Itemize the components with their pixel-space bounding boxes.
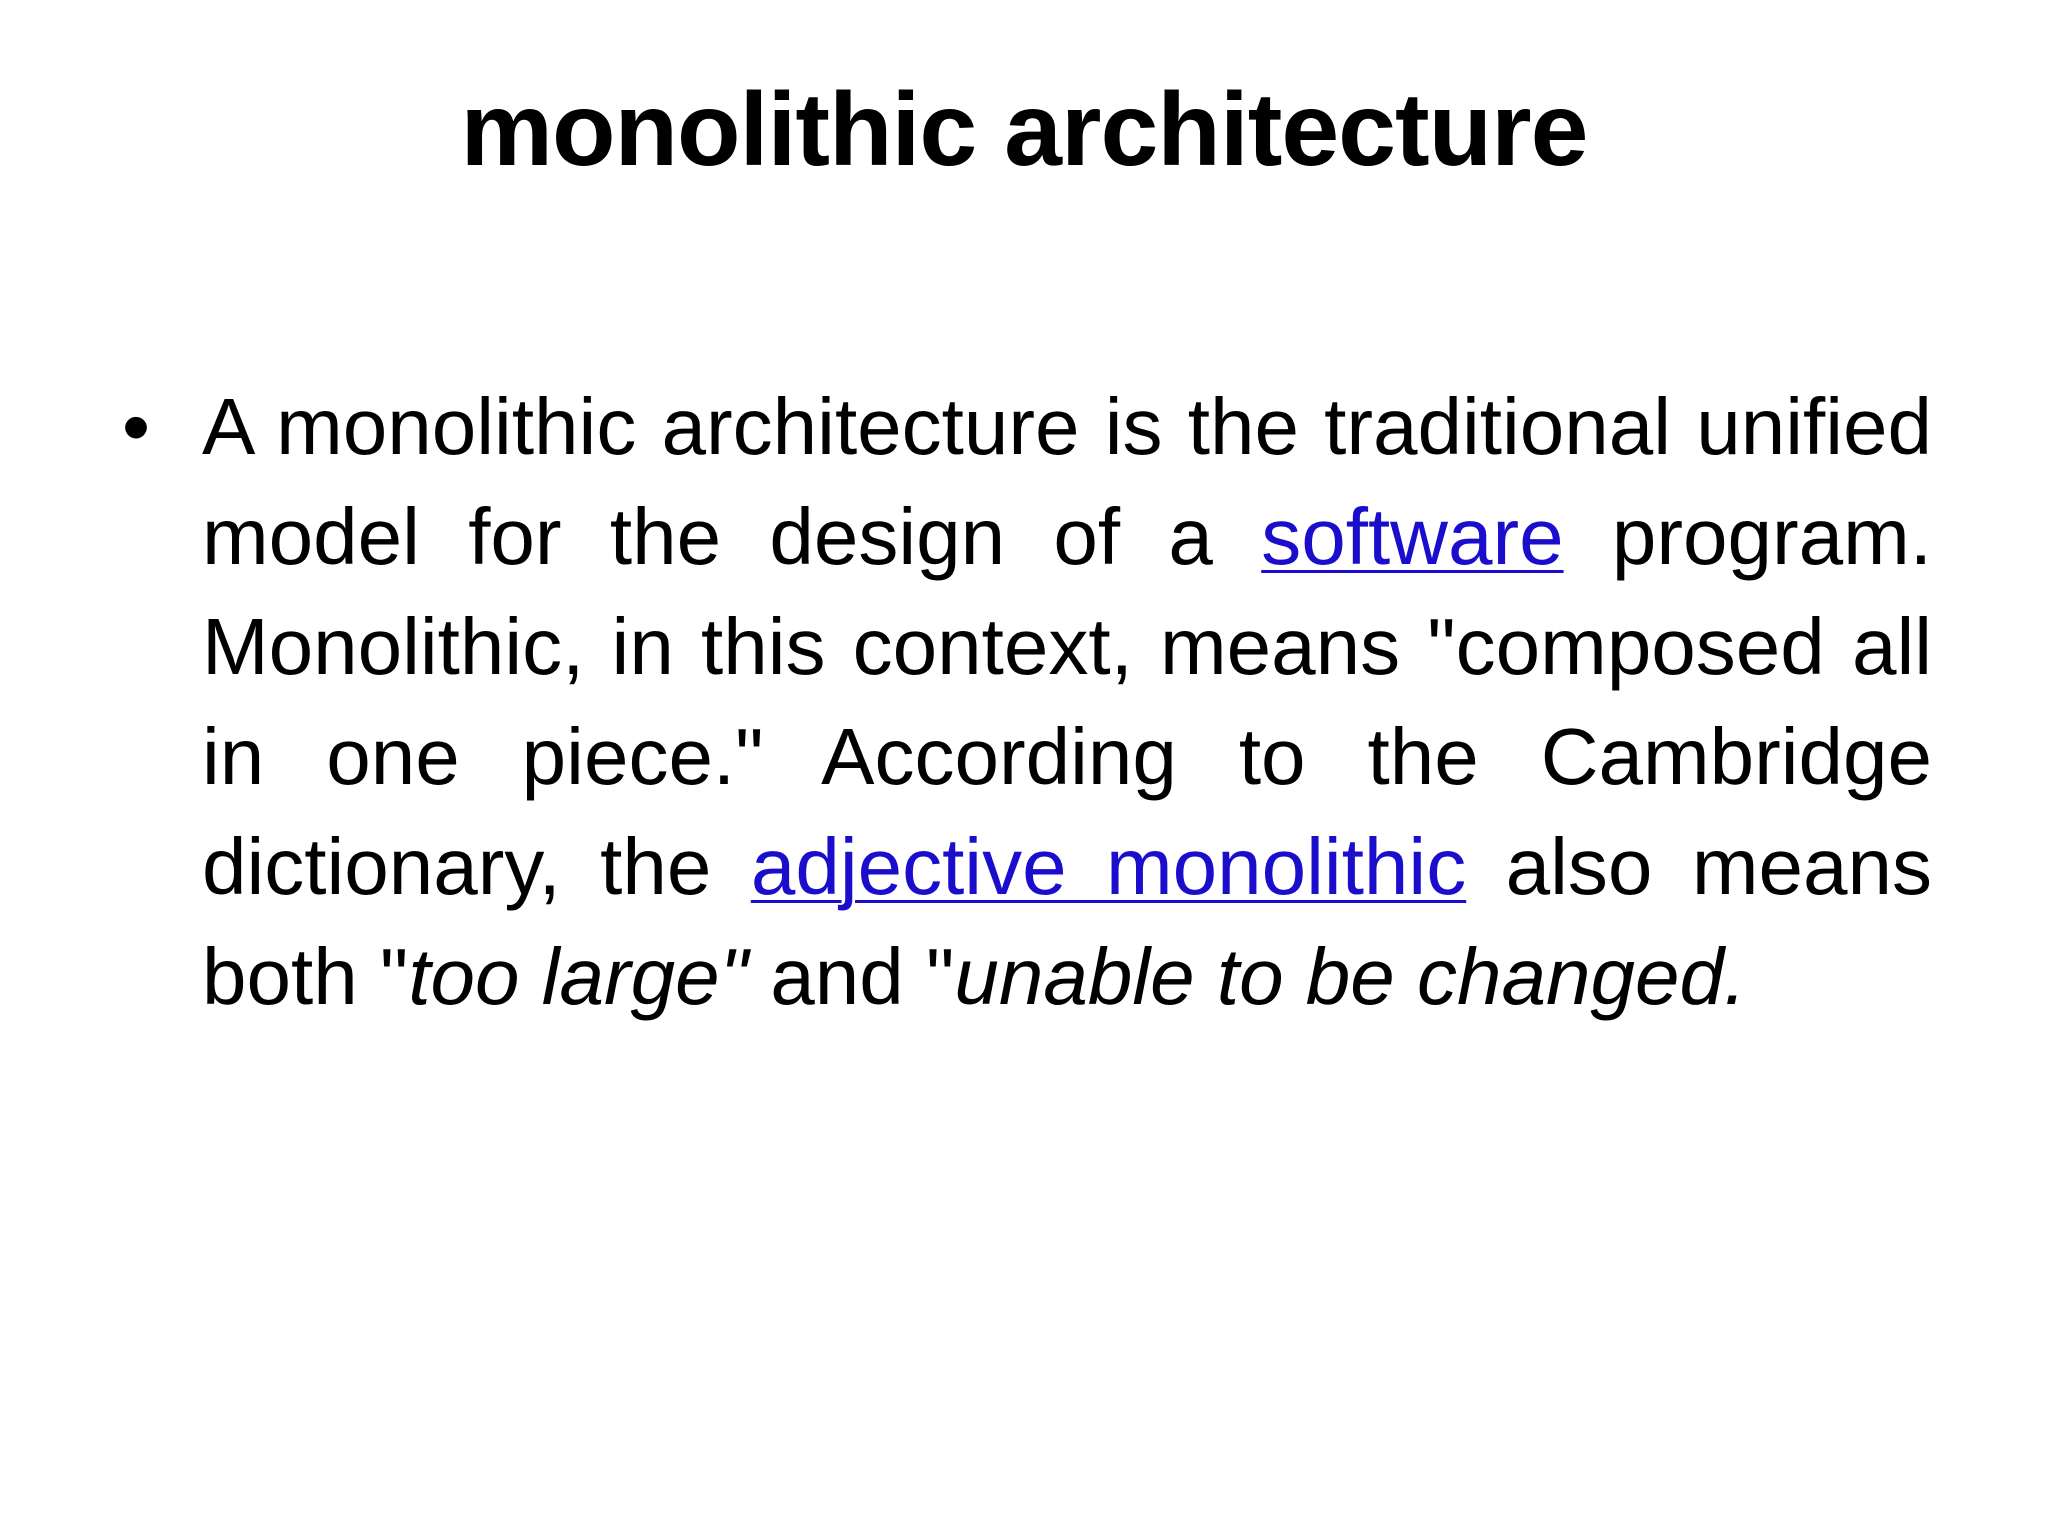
software-link[interactable]: software	[1261, 492, 1564, 581]
paragraph-text-2: program. Monolithic, in this context, means "composed all in one piece." According to the Cambridge dictionary, the	[202, 492, 1932, 911]
bullet-icon: •	[122, 382, 151, 471]
slide-content	[120, 372, 1940, 1032]
paragraph-text-3: also means both "	[202, 822, 1933, 1021]
adjective-monolithic-link[interactable]: adjective monolithic	[750, 822, 1467, 911]
italic-unable-to-be-changed: unable to be changed.	[954, 932, 1747, 1021]
italic-too-large: too large"	[408, 932, 749, 1021]
bullet-paragraph	[202, 372, 1932, 1032]
paragraph-text-4: and "	[748, 932, 955, 1021]
slide-title: monolithic architecture	[460, 72, 1588, 188]
paragraph-text-1: A monolithic architecture is the traditional unified model for the design of a	[202, 382, 1932, 581]
bullet-item	[120, 372, 1940, 1032]
